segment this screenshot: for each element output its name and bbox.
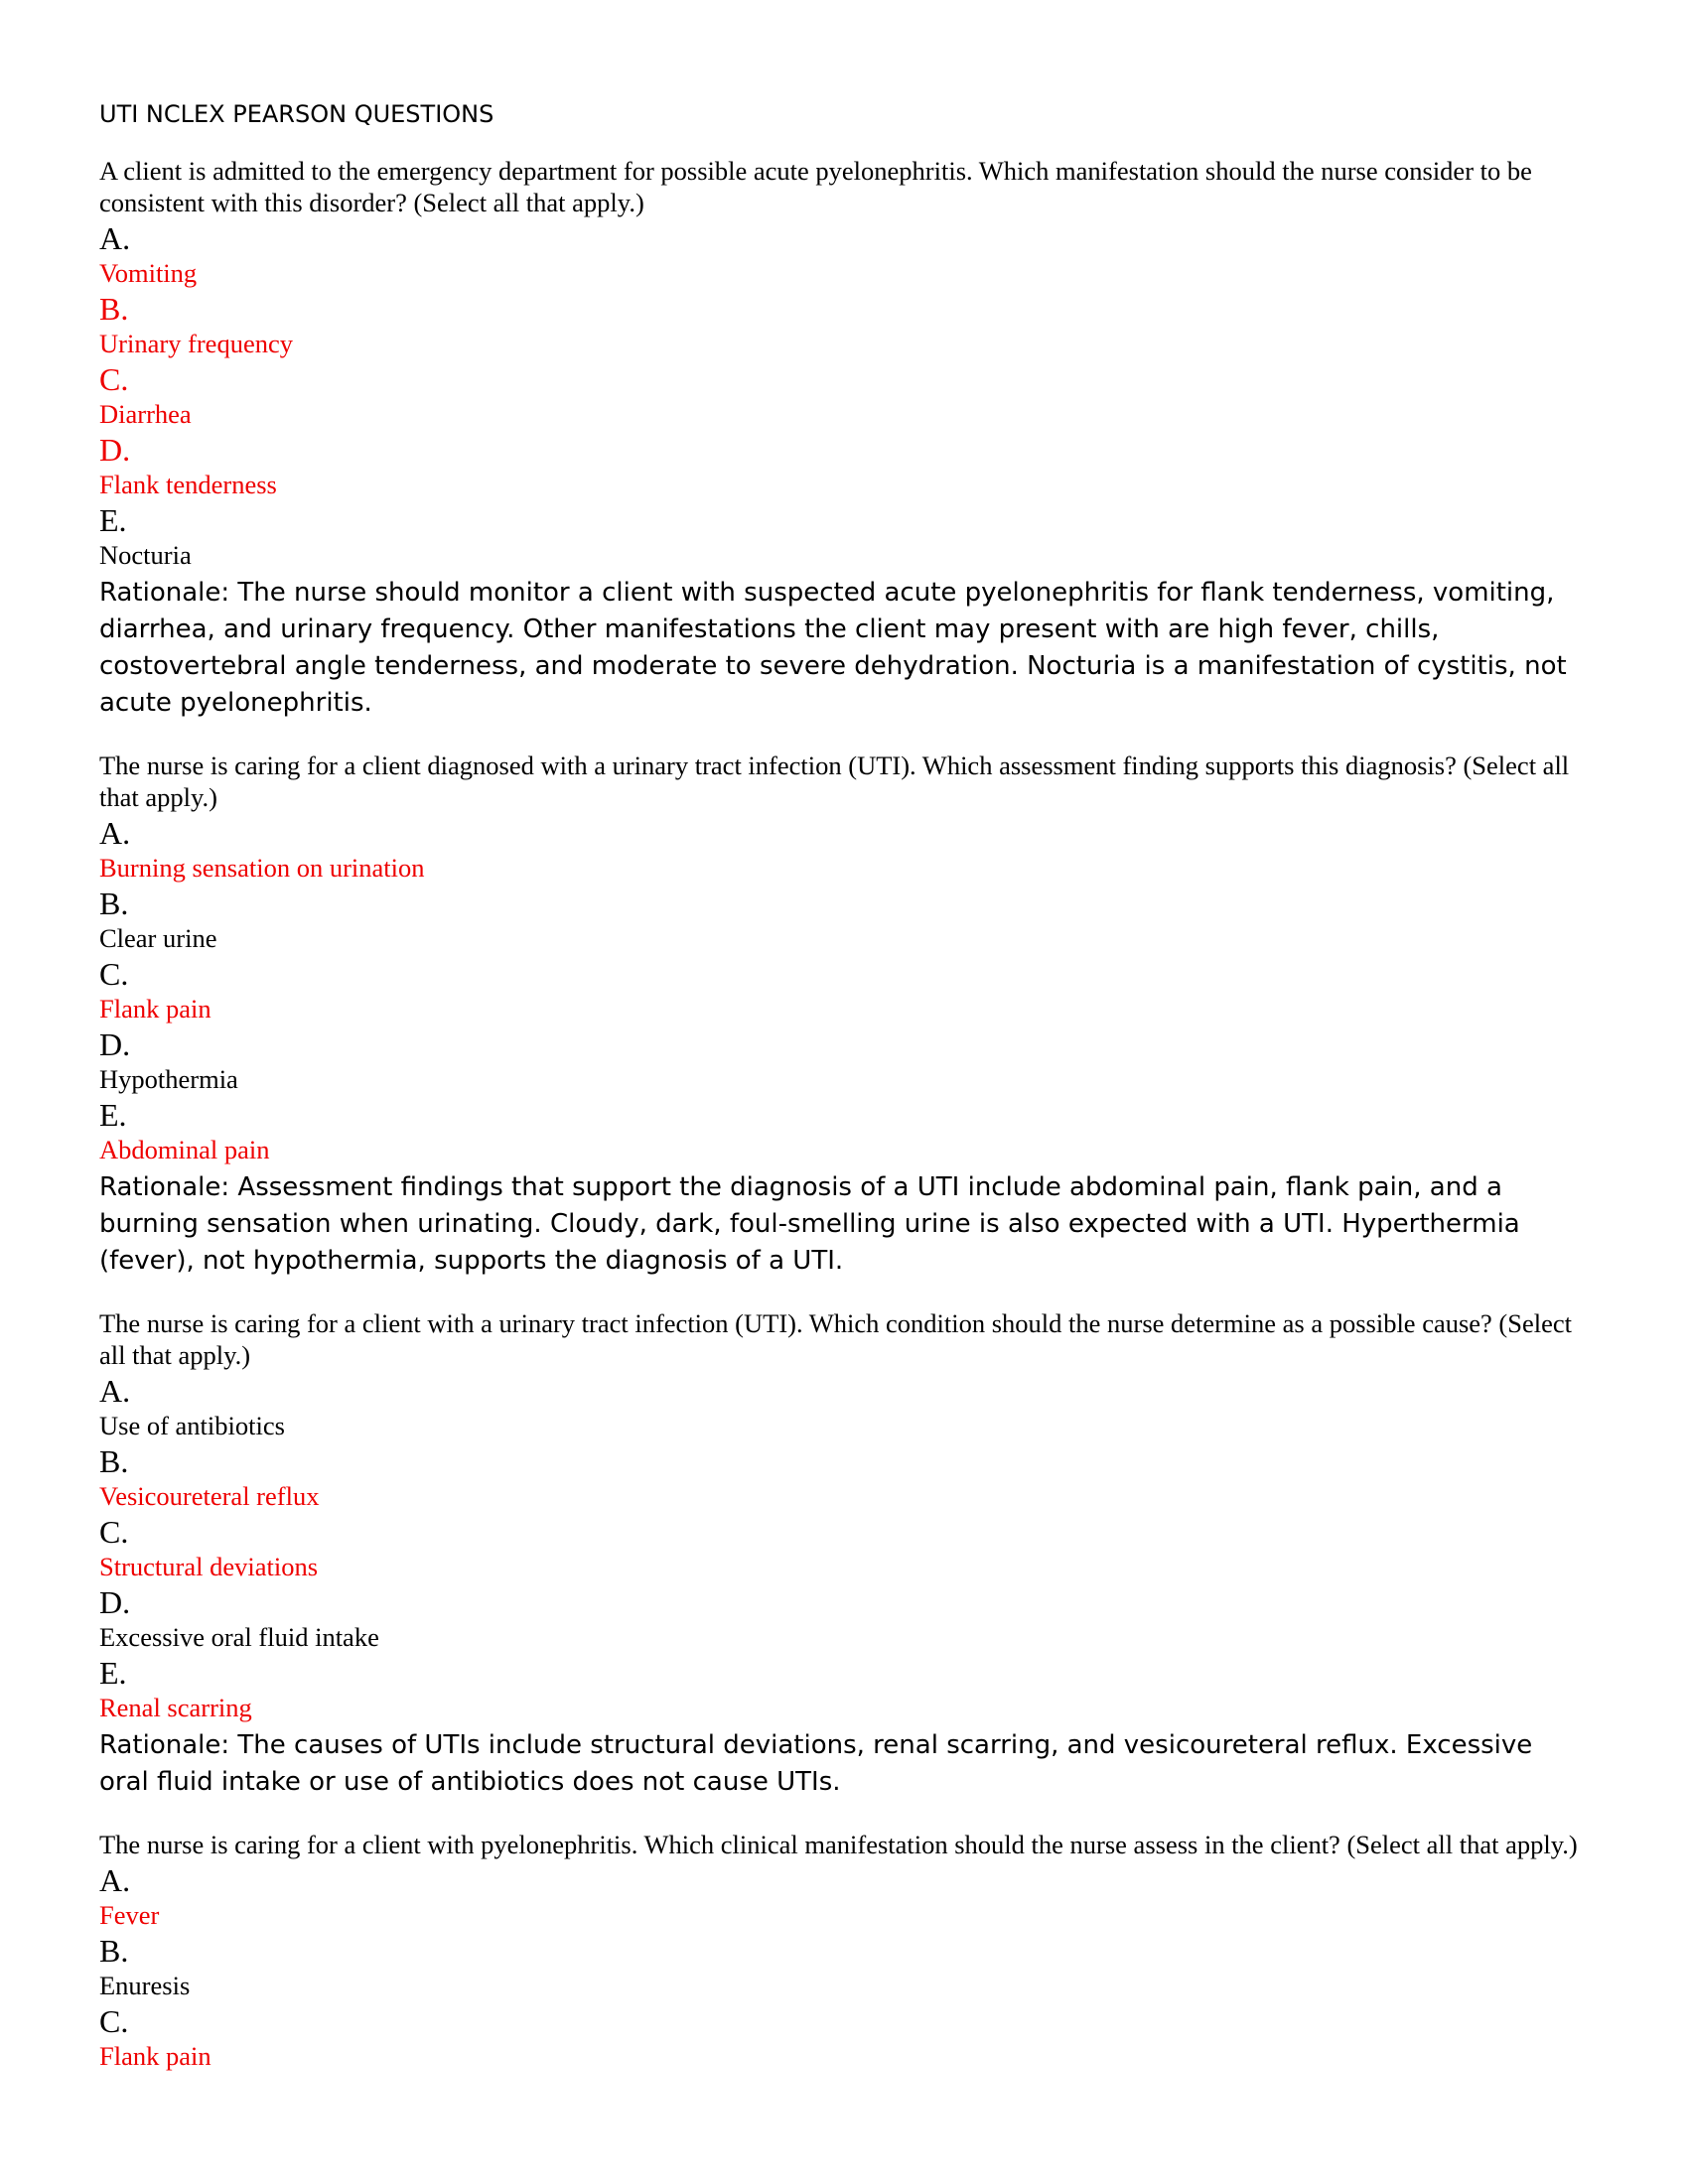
document-page xyxy=(99,99,1589,2100)
option-letter: B. xyxy=(99,291,129,327)
answer-option-correct: Vomiting xyxy=(99,258,198,288)
question-list xyxy=(99,155,1589,2072)
rationale-text: Rationale: The causes of UTIs include structural deviations, renal scarring, and vesicoureteral reflux. Excessive oral fluid intake or use of antibiotics does not cause UTIs. xyxy=(99,1730,1533,1797)
question-stem: A client is admitted to the emergency department for possible acute pyelonephritis. Which manifestation should the nurse consider to be consistent with this disorder? (Select all that apply.) xyxy=(99,156,1532,217)
option-letter: B. xyxy=(99,1443,129,1479)
question-stem: The nurse is caring for a client with a urinary tract infection (UTI). Which condition should the nurse determine as a possible cause? (Select all that apply.) xyxy=(99,1308,1573,1370)
option-letter: C. xyxy=(99,2003,129,2039)
answer-option-correct: Vesicoureteral reflux xyxy=(99,1481,320,1511)
question-stem: The nurse is caring for a client diagnosed with a urinary tract infection (UTI). Which assessment finding supports this diagnosis? (Select all that apply.) xyxy=(99,751,1570,812)
answer-option: Hypothermia xyxy=(99,1064,238,1094)
option-letter: A. xyxy=(99,1373,131,1409)
option-letter: E. xyxy=(99,1655,127,1691)
option-letter: A. xyxy=(99,815,131,851)
option-letter: A. xyxy=(99,220,131,256)
answer-option-correct: Diarrhea xyxy=(99,399,192,429)
option-letter: A. xyxy=(99,1862,131,1898)
question-block xyxy=(99,155,1589,722)
option-letter: C. xyxy=(99,361,129,397)
option-letter: E. xyxy=(99,502,127,538)
answer-option: Excessive oral fluid intake xyxy=(99,1622,379,1652)
answer-option-correct: Fever xyxy=(99,1900,160,1930)
answer-option-correct: Burning sensation on urination xyxy=(99,853,425,883)
document-title: UTI NCLEX PEARSON QUESTIONS xyxy=(99,100,494,128)
answer-option-correct: Structural deviations xyxy=(99,1552,319,1581)
option-letter: D. xyxy=(99,432,131,468)
rationale-text: Rationale: The nurse should monitor a client with suspected acute pyelonephritis for flank tenderness, vomiting, diarrhea, and urinary frequency. Other manifestations the client may present with are high fever, chills, costovertebral angle tenderness, and moderate to severe dehydration. Nocturia is a manifestation of cystitis, not acute pyelonephritis. xyxy=(99,578,1567,718)
option-letter: D. xyxy=(99,1584,131,1620)
rationale-text: Rationale: Assessment findings that support the diagnosis of a UTI include abdominal pain, flank pain, and a burning sensation when urinating. Cloudy, dark, foul-smelling urine is also expected with a UTI. Hyperthermia (fever), not hypothermia, supports the diagnosis of a UTI. xyxy=(99,1172,1520,1276)
answer-option-correct: Abdominal pain xyxy=(99,1135,270,1164)
option-letter: C. xyxy=(99,956,129,992)
option-letter: E. xyxy=(99,1097,127,1133)
answer-option-correct: Urinary frequency xyxy=(99,329,293,358)
question-block xyxy=(99,750,1589,1280)
answer-option: Use of antibiotics xyxy=(99,1411,285,1440)
answer-option-correct: Flank pain xyxy=(99,2041,211,2071)
question-block xyxy=(99,1307,1589,1801)
answer-option: Enuresis xyxy=(99,1971,191,2000)
question-stem: The nurse is caring for a client with pyelonephritis. Which clinical manifestation should the nurse assess in the client? (Select all that apply.) xyxy=(99,1830,1578,1859)
option-letter: B. xyxy=(99,1933,129,1969)
answer-option-correct: Flank pain xyxy=(99,994,211,1024)
option-letter: C. xyxy=(99,1514,129,1550)
option-letter: D. xyxy=(99,1026,131,1062)
answer-option-correct: Renal scarring xyxy=(99,1693,252,1722)
option-letter: B. xyxy=(99,886,129,921)
question-block xyxy=(99,1829,1589,2072)
answer-option-correct: Flank tenderness xyxy=(99,470,277,499)
answer-option: Clear urine xyxy=(99,923,217,953)
answer-option: Nocturia xyxy=(99,540,192,570)
